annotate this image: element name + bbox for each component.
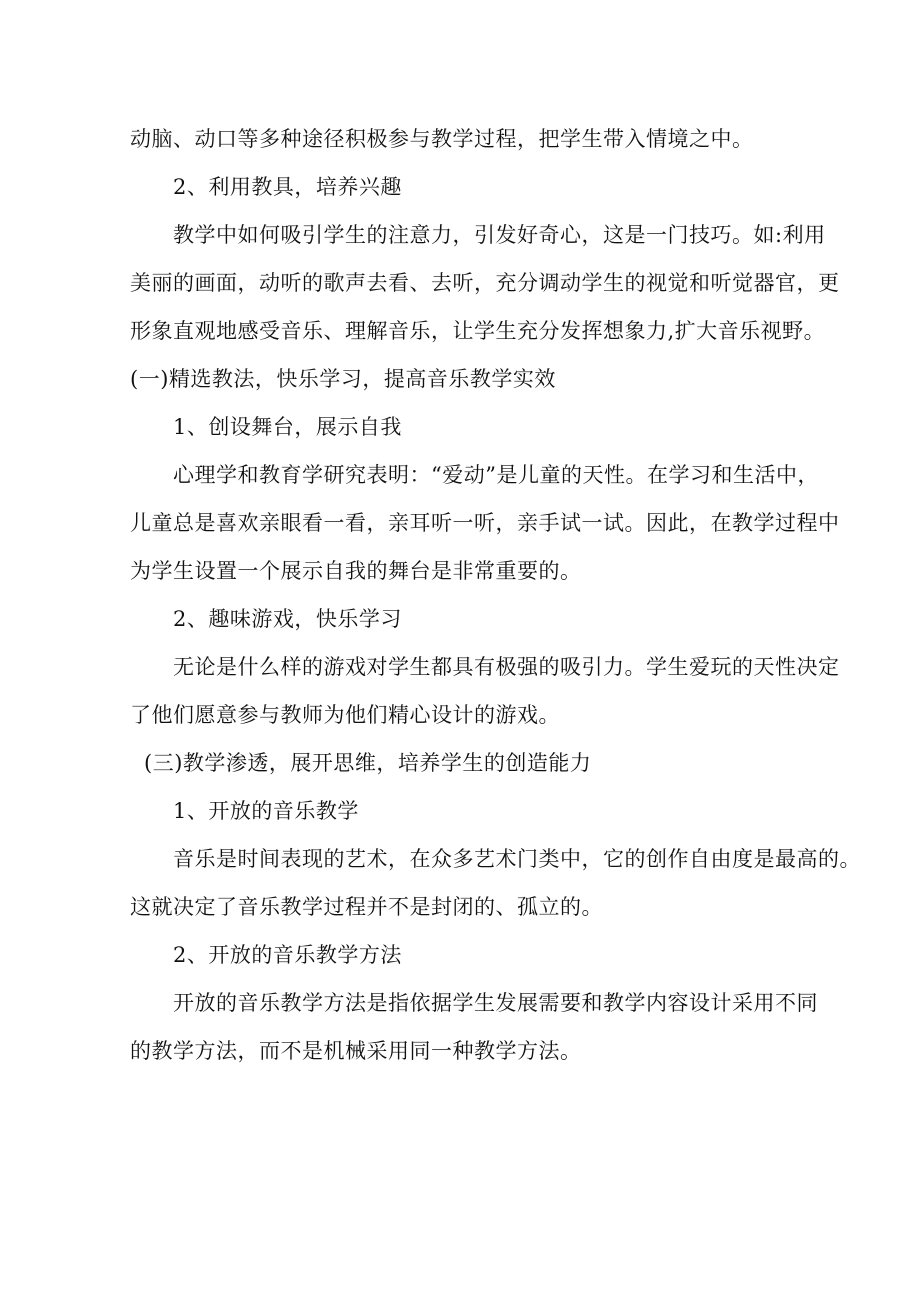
body-text-line: 美丽的画面，动听的歌声去看、去听，充分调动学生的视觉和听觉器官，更 [130,271,840,295]
section-heading-one: (一)精选教法，快乐学习，提高音乐教学实效 [130,367,556,391]
subheading-create-stage: 1、创设舞台，展示自我 [173,415,402,439]
body-text-line: 动脑、动口等多种途径积极参与教学过程，把学生带入情境之中。 [130,127,754,151]
body-text-line: 无论是什么样的游戏对学生都具有极强的吸引力。学生爱玩的天性决定 [173,655,840,679]
subheading-open-music-teaching: 1、开放的音乐教学 [173,799,359,823]
subheading-fun-games: 2、趣味游戏，快乐学习 [173,607,402,631]
body-text-line: 了他们愿意参与教师为他们精心设计的游戏。 [130,703,560,727]
body-text-line: 形象直观地感受音乐、理解音乐，让学生充分发挥想象力,扩大音乐视野。 [130,319,826,343]
body-text-line: 为学生设置一个展示自我的舞台是非常重要的。 [130,559,582,583]
body-text-line: 开放的音乐教学方法是指依据学生发展需要和教学内容设计采用不同 [173,991,818,1015]
body-text-line: 教学中如何吸引学生的注意力，引发好奇心，这是一门技巧。如:利用 [173,223,826,247]
body-text-line: 心理学和教育学研究表明：“爱动”是儿童的天性。在学习和生活中， [173,463,819,487]
subheading-use-teaching-aids: 2、利用教具，培养兴趣 [173,175,402,199]
subheading-open-teaching-methods: 2、开放的音乐教学方法 [173,943,402,967]
body-text-line: 的教学方法，而不是机械采用同一种教学方法。 [130,1039,582,1063]
body-text-line: 这就决定了音乐教学过程并不是封闭的、孤立的。 [130,895,603,919]
section-heading-three: (三)教学渗透，展开思维，培养学生的创造能力 [144,751,592,775]
body-text-line: 儿童总是喜欢亲眼看一看，亲耳听一听，亲手试一试。因此，在教学过程中 [130,511,840,535]
body-text-line: 音乐是时间表现的艺术，在众多艺术门类中，它的创作自由度是最高的。 [173,847,861,871]
